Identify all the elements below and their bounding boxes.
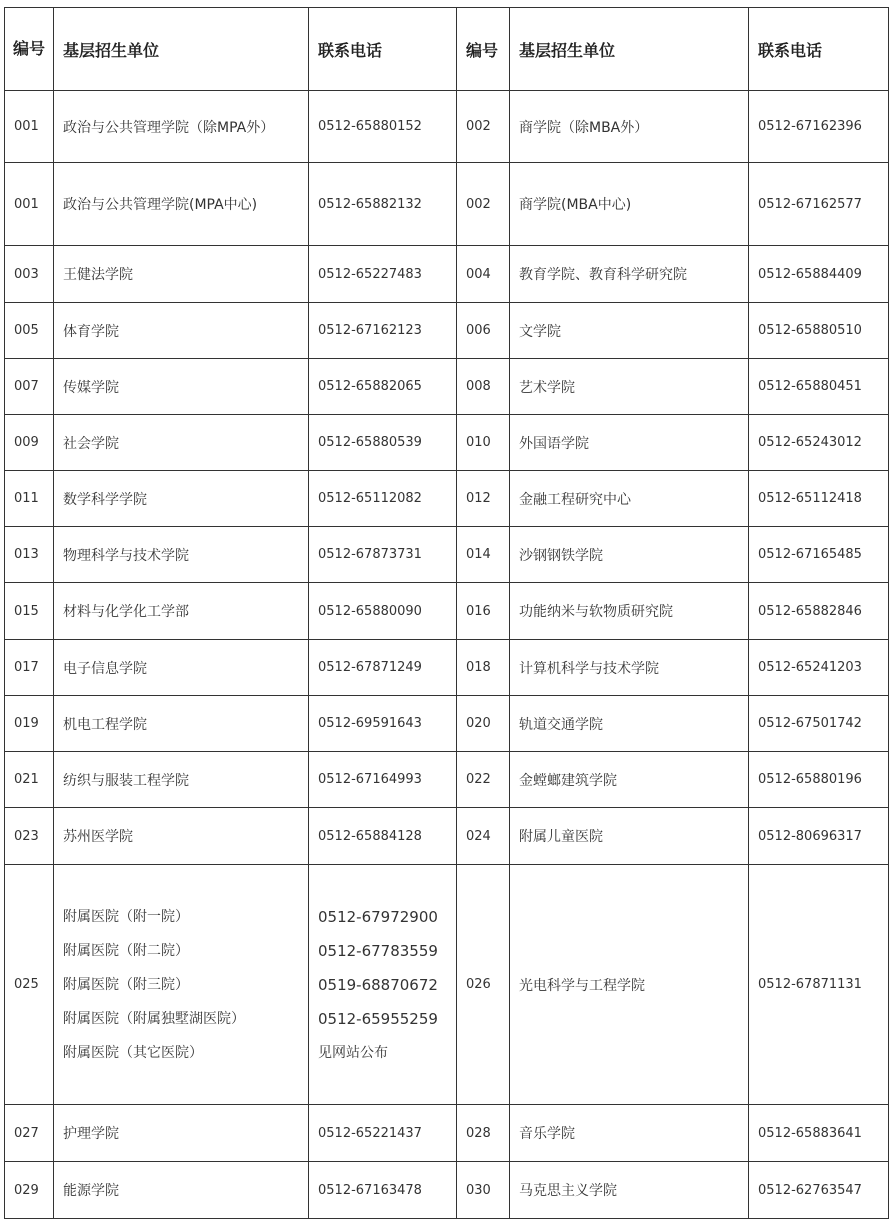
row-phone-right: 0512-67501742: [749, 696, 889, 752]
row-unit-right: 金螳螂建筑学院: [510, 752, 749, 808]
row-unit-right: 外国语学院: [510, 415, 749, 471]
hospital-phones-cell: [309, 865, 457, 1105]
table-row: [5, 163, 889, 246]
table-row: [5, 808, 889, 865]
row-no-left: 023: [5, 808, 54, 865]
row-no-right: 024: [457, 808, 510, 865]
row-no-left: 005: [5, 303, 54, 359]
row-phone-left: 0512-67164993: [309, 752, 457, 808]
row-unit-right: 光电科学与工程学院: [510, 865, 749, 1105]
row-no-left: 011: [5, 471, 54, 527]
row-phone-right: 0512-80696317: [749, 808, 889, 865]
table-row: [5, 640, 889, 696]
row-no-left: 013: [5, 527, 54, 583]
table-row: [5, 359, 889, 415]
row-no-left: 021: [5, 752, 54, 808]
hospital-units-cell: [54, 865, 309, 1105]
row-phone-right: 0512-65880451: [749, 359, 889, 415]
row-phone-right: 0512-65882846: [749, 583, 889, 640]
row-unit-right: 商学院（除MBA外）: [510, 91, 749, 163]
row-no-left: 007: [5, 359, 54, 415]
row-unit-left: 纺织与服装工程学院: [54, 752, 309, 808]
row-unit-right: 附属儿童医院: [510, 808, 749, 865]
row-phone-left: 0512-67873731: [309, 527, 457, 583]
table-row: [5, 415, 889, 471]
row-no-left: 017: [5, 640, 54, 696]
table-row: [5, 752, 889, 808]
header-unit-left: 基层招生单位: [54, 8, 309, 91]
row-unit-left: 数学科学学院: [54, 471, 309, 527]
row-unit-left: 物理科学与技术学院: [54, 527, 309, 583]
row-no-left: 009: [5, 415, 54, 471]
row-phone-right: 0512-65880196: [749, 752, 889, 808]
table-row: [5, 91, 889, 163]
row-phone-left: 0512-65227483: [309, 246, 457, 303]
row-no-right: 028: [457, 1105, 510, 1162]
row-unit-left: 政治与公共管理学院(MPA中心): [54, 163, 309, 246]
row-no-right: 002: [457, 91, 510, 163]
row-phone-right: 0512-67871131: [749, 865, 889, 1105]
row-phone-left: 0512-65882132: [309, 163, 457, 246]
hospital-phone-note: 见网站公布: [318, 1044, 388, 1061]
hospital-phone: 0512-67783559: [318, 941, 438, 960]
row-phone-right: 0512-67162396: [749, 91, 889, 163]
header-no-right: 编号: [457, 8, 510, 91]
row-unit-left: 能源学院: [54, 1162, 309, 1219]
row-no-right: 016: [457, 583, 510, 640]
row-unit-right: 金融工程研究中心: [510, 471, 749, 527]
table-row: [5, 583, 889, 640]
table-row: [5, 303, 889, 359]
row-phone-left: 0512-65884128: [309, 808, 457, 865]
row-no-right: 004: [457, 246, 510, 303]
row-phone-left: 0512-67162123: [309, 303, 457, 359]
row-unit-right: 计算机科学与技术学院: [510, 640, 749, 696]
row-no-left: 001: [5, 163, 54, 246]
row-unit-left: 社会学院: [54, 415, 309, 471]
hospital-unit: 附属医院（其它医院）: [63, 1044, 203, 1061]
row-unit-left: 王健法学院: [54, 246, 309, 303]
header-phone-right: 联系电话: [749, 8, 889, 91]
row-phone-right: 0512-65884409: [749, 246, 889, 303]
row-unit-left: 体育学院: [54, 303, 309, 359]
table-row: [5, 527, 889, 583]
hospital-phone: 0512-67972900: [318, 907, 438, 926]
row-phone-left: 0512-67163478: [309, 1162, 457, 1219]
row-no-left: 025: [5, 865, 54, 1105]
row-unit-right: 音乐学院: [510, 1105, 749, 1162]
row-phone-left: 0512-65112082: [309, 471, 457, 527]
row-phone-left: 0512-65880539: [309, 415, 457, 471]
row-phone-right: 0512-65241203: [749, 640, 889, 696]
row-no-right: 026: [457, 865, 510, 1105]
row-phone-left: 0512-65882065: [309, 359, 457, 415]
hospital-unit: 附属医院（附属独墅湖医院）: [63, 1010, 245, 1027]
row-phone-left: 0512-67871249: [309, 640, 457, 696]
row-unit-right: 教育学院、教育科学研究院: [510, 246, 749, 303]
row-unit-right: 沙钢钢铁学院: [510, 527, 749, 583]
hospital-phone: 0519-68870672: [318, 975, 438, 994]
row-phone-left: 0512-65880152: [309, 91, 457, 163]
header-phone-left: 联系电话: [309, 8, 457, 91]
hospital-unit: 附属医院（附二院）: [63, 942, 189, 959]
row-no-right: 030: [457, 1162, 510, 1219]
hospital-phone: 0512-65955259: [318, 1009, 438, 1028]
table-row: [5, 696, 889, 752]
row-phone-right: 0512-62763547: [749, 1162, 889, 1219]
table-row: [5, 471, 889, 527]
row-phone-left: 0512-65880090: [309, 583, 457, 640]
row-phone-right: 0512-65880510: [749, 303, 889, 359]
row-no-left: 019: [5, 696, 54, 752]
row-phone-right: 0512-65243012: [749, 415, 889, 471]
row-unit-left: 苏州医学院: [54, 808, 309, 865]
row-no-left: 029: [5, 1162, 54, 1219]
row-phone-right: 0512-67165485: [749, 527, 889, 583]
row-unit-right: 商学院(MBA中心): [510, 163, 749, 246]
row-unit-right: 文学院: [510, 303, 749, 359]
row-unit-left: 机电工程学院: [54, 696, 309, 752]
header-no-left: 编号: [5, 8, 54, 91]
hospital-unit: 附属医院（附三院）: [63, 976, 189, 993]
row-no-right: 014: [457, 527, 510, 583]
row-phone-left: 0512-65221437: [309, 1105, 457, 1162]
contacts-table: [4, 7, 889, 1219]
row-no-right: 010: [457, 415, 510, 471]
table-row: [5, 1105, 889, 1162]
row-no-left: 003: [5, 246, 54, 303]
row-phone-right: 0512-65112418: [749, 471, 889, 527]
row-no-right: 002: [457, 163, 510, 246]
row-no-left: 001: [5, 91, 54, 163]
row-unit-left: 传媒学院: [54, 359, 309, 415]
row-no-right: 018: [457, 640, 510, 696]
row-phone-right: 0512-67162577: [749, 163, 889, 246]
row-no-right: 008: [457, 359, 510, 415]
row-unit-left: 材料与化学化工学部: [54, 583, 309, 640]
row-no-right: 020: [457, 696, 510, 752]
row-no-right: 022: [457, 752, 510, 808]
row-unit-right: 马克思主义学院: [510, 1162, 749, 1219]
row-unit-left: 政治与公共管理学院（除MPA外）: [54, 91, 309, 163]
table-row: [5, 246, 889, 303]
row-phone-right: 0512-65883641: [749, 1105, 889, 1162]
row-no-left: 027: [5, 1105, 54, 1162]
row-no-right: 012: [457, 471, 510, 527]
table-row: [5, 1162, 889, 1219]
row-unit-right: 轨道交通学院: [510, 696, 749, 752]
row-unit-right: 艺术学院: [510, 359, 749, 415]
header-row: [5, 8, 889, 91]
row-unit-right: 功能纳米与软物质研究院: [510, 583, 749, 640]
header-unit-right: 基层招生单位: [510, 8, 749, 91]
table-row-hospitals: [5, 865, 889, 1105]
row-unit-left: 电子信息学院: [54, 640, 309, 696]
row-unit-left: 护理学院: [54, 1105, 309, 1162]
row-no-left: 015: [5, 583, 54, 640]
row-no-right: 006: [457, 303, 510, 359]
row-phone-left: 0512-69591643: [309, 696, 457, 752]
hospital-unit: 附属医院（附一院）: [63, 908, 189, 925]
